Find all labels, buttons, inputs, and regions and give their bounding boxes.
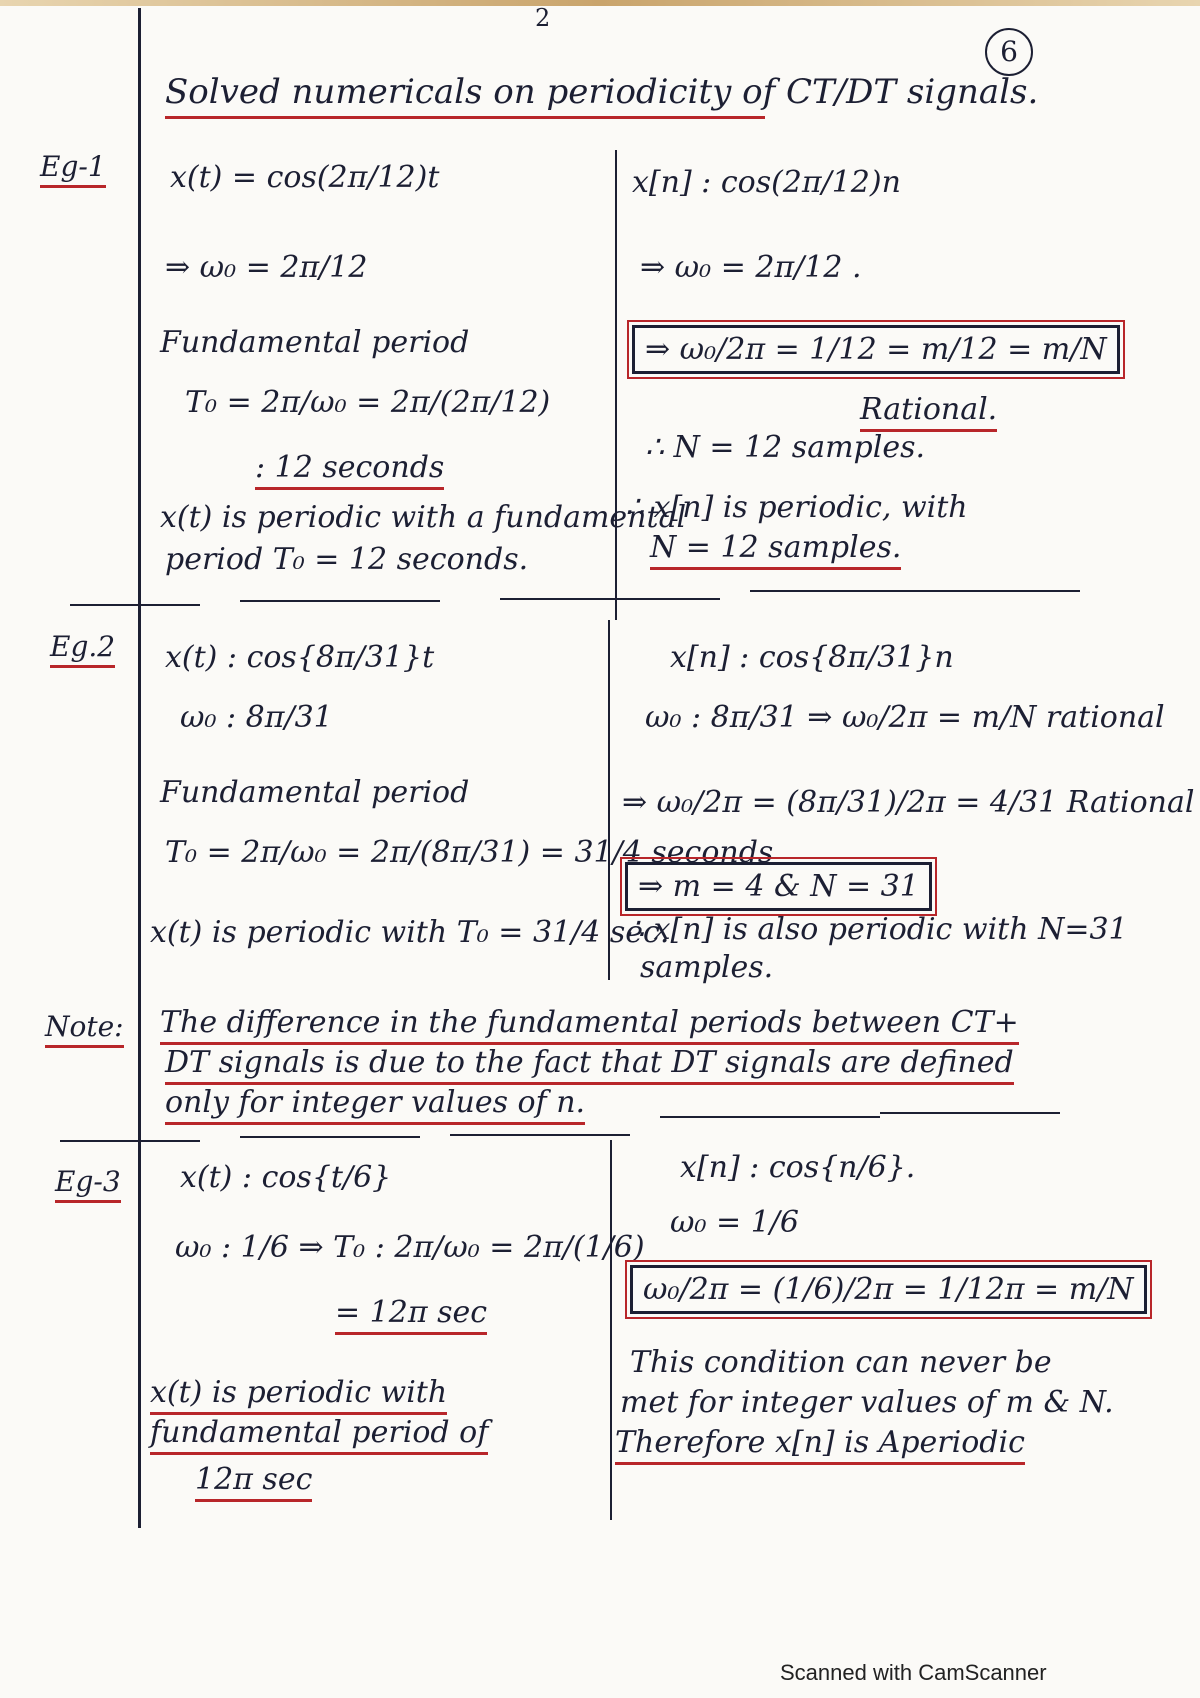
eg3-dt-equation: x[n] : cos{n/6}. [680, 1150, 916, 1185]
eg2-dt-conclusion-2: samples. [640, 950, 774, 985]
eg2-label: Eg.2 [50, 630, 115, 668]
eg1-dt-conclusion-2: N = 12 samples. [650, 530, 901, 570]
note-line-1: The difference in the fundamental periods between CT+ [160, 1005, 1019, 1045]
eg2-dt-m-n-box: ⇒ m = 4 & N = 31 [625, 862, 932, 911]
eg1-ct-fp-label: Fundamental period [160, 325, 470, 360]
eg1-dt-samples: ∴ N = 12 samples. [645, 430, 926, 465]
eg3-ct-conclusion-3: 12π sec [195, 1462, 312, 1502]
separator-2e [880, 1112, 1060, 1114]
eg3-dt-conclusion-1: This condition can never be [630, 1345, 1052, 1380]
eg1-ct-period-value: : 12 seconds [255, 450, 444, 490]
separator-2c [450, 1134, 630, 1136]
eg1-ct-period-formula: T₀ = 2π/ω₀ = 2π/(2π/12) [185, 385, 551, 420]
separator-1d [750, 590, 1080, 592]
eg2-ct-omega: ω₀ : 8π/31 [180, 700, 333, 735]
eg3-ct-period-value: = 12π sec [335, 1295, 487, 1335]
eg3-dt-ratio-box: ω₀/2π = (1/6)/2π = 1/12π = m/N [630, 1265, 1147, 1314]
camscanner-footer: Scanned with CamScanner [780, 1660, 1047, 1685]
eg1-dt-rational: Rational. [860, 392, 997, 432]
eg1-dt-ratio-box: ⇒ ω₀/2π = 1/12 = m/12 = m/N [632, 325, 1120, 374]
eg1-ct-conclusion-2: period T₀ = 12 seconds. [165, 542, 529, 577]
eg2-dt-conclusion-1: ∴ x[n] is also periodic with N=31 [625, 912, 1128, 947]
margin-line [138, 8, 141, 1528]
eg3-dt-omega: ω₀ = 1/6 [670, 1205, 799, 1240]
eg1-ct-omega: ⇒ ω₀ = 2π/12 [165, 250, 368, 285]
eg3-dt-conclusion-2: met for integer values of m & N. [620, 1385, 1114, 1420]
eg2-ct-period-formula: T₀ = 2π/ω₀ = 2π/(8π/31) = 31/4 seconds [165, 835, 774, 870]
eg1-dt-omega: ⇒ ω₀ = 2π/12 . [640, 250, 862, 285]
separator-1a [70, 604, 200, 606]
separator-1b [240, 600, 440, 602]
page-top-edge [0, 0, 1200, 6]
page-title: Solved numericals on periodicity of CT/DT signals. [165, 72, 1039, 112]
eg1-ct-conclusion-1: x(t) is periodic with a fundamental [160, 500, 687, 535]
eg1-label: Eg-1 [40, 150, 106, 188]
eg3-ct-conclusion-1: x(t) is periodic with [150, 1375, 447, 1415]
column-divider-eg1 [615, 150, 617, 620]
eg1-dt-equation: x[n] : cos(2π/12)n [632, 165, 901, 200]
eg3-ct-omega-period: ω₀ : 1/6 ⇒ T₀ : 2π/ω₀ = 2π/(1/6) [175, 1230, 645, 1265]
page-number-circle: 6 [985, 28, 1033, 76]
title-underline [165, 116, 765, 119]
separator-2d [660, 1116, 880, 1118]
note-line-3: only for integer values of n. [165, 1085, 585, 1125]
eg3-ct-conclusion-2: fundamental period of [150, 1415, 488, 1455]
eg3-ct-equation: x(t) : cos{t/6} [180, 1160, 392, 1195]
note-label: Note: [45, 1010, 124, 1048]
eg2-dt-equation: x[n] : cos{8π/31}n [670, 640, 954, 675]
separator-2a [60, 1140, 200, 1142]
page-mark: 2 [535, 4, 551, 32]
eg2-ct-conclusion: x(t) is periodic with T₀ = 31/4 sec. [150, 915, 670, 950]
eg3-dt-conclusion-3: Therefore x[n] is Aperiodic [615, 1425, 1025, 1465]
eg2-dt-ratio: ⇒ ω₀/2π = (8π/31)/2π = 4/31 Rational [622, 785, 1195, 820]
separator-2b [240, 1136, 420, 1138]
eg3-label: Eg-3 [55, 1165, 121, 1203]
eg1-dt-conclusion-1: ∴ x[n] is periodic, with [625, 490, 968, 525]
eg1-ct-equation: x(t) = cos(2π/12)t [170, 160, 440, 195]
eg2-ct-equation: x(t) : cos{8π/31}t [165, 640, 435, 675]
column-divider-eg3 [610, 1140, 612, 1520]
note-line-2: DT signals is due to the fact that DT signals are defined [165, 1045, 1014, 1085]
separator-1c [500, 598, 720, 600]
eg2-dt-omega: ω₀ : 8π/31 ⇒ ω₀/2π = m/N rational [645, 700, 1165, 735]
eg2-ct-fp-label: Fundamental period [160, 775, 470, 810]
